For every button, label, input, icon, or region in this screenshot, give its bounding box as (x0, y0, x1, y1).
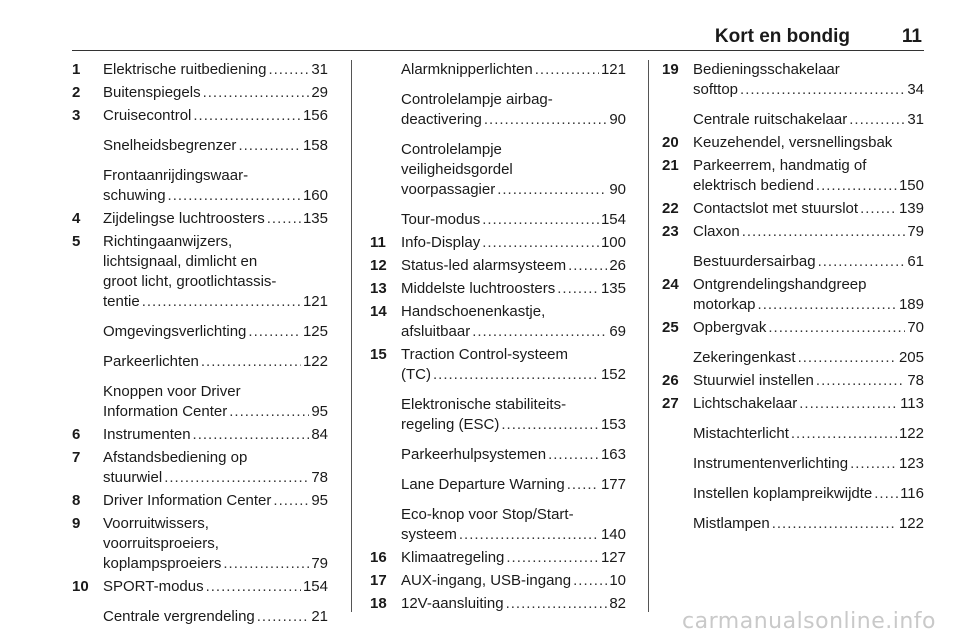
dot-leader (484, 110, 607, 130)
page-reference: 78 (311, 469, 328, 486)
index-entry (370, 140, 626, 200)
dot-leader (267, 209, 301, 229)
item-number: 8 (72, 492, 81, 509)
dot-leader (816, 176, 897, 196)
page-reference: 158 (302, 137, 328, 154)
entry-label: Alarmknipperlichten (401, 61, 533, 78)
index-entry (370, 345, 626, 385)
index-entry (370, 60, 626, 80)
entry-label: SPORT-modus (103, 578, 204, 595)
entry-label: Omgevingsverlichting (103, 323, 247, 340)
item-number: 23 (662, 223, 679, 240)
page-reference: 127 (600, 549, 626, 566)
dot-leader (860, 199, 897, 219)
entry-label: Stuurwiel instellen (693, 372, 814, 389)
index-entry (662, 252, 924, 272)
entry-label: Klimaatregeling (401, 549, 505, 566)
entry-label: Status-led alarmsysteem (401, 257, 567, 274)
index-column-2 (370, 60, 626, 617)
item-number: 2 (72, 84, 81, 101)
page-reference: 150 (898, 177, 924, 194)
page-reference: 189 (898, 296, 924, 313)
item-number: 17 (370, 572, 387, 589)
dot-leader (568, 256, 607, 276)
page-reference: 135 (302, 210, 328, 227)
entry-label: Lichtschakelaar (693, 395, 798, 412)
page-reference: 82 (609, 595, 626, 612)
index-entry (370, 256, 626, 276)
item-number: 7 (72, 449, 81, 466)
index-entry (662, 110, 924, 130)
page-reference: 90 (609, 111, 626, 128)
entry-label: Parkeerlichten (103, 353, 199, 370)
dot-leader (506, 594, 608, 614)
entry-label: voorruitsproeiers, (103, 535, 219, 552)
item-number: 27 (662, 395, 679, 412)
page-reference: 21 (311, 608, 328, 625)
entry-label: Opbergvak (693, 319, 767, 336)
entry-label: Centrale vergrendeling (103, 608, 255, 625)
page-reference: 79 (907, 223, 924, 240)
page-reference: 10 (609, 572, 626, 589)
entry-label: Controlelampje airbag- (401, 91, 553, 108)
page-reference: 154 (600, 211, 626, 228)
section-title: Kort en bondig (714, 26, 850, 47)
index-entry (662, 275, 924, 315)
dot-leader (501, 415, 599, 435)
item-number: 3 (72, 107, 81, 124)
entry-label: Parkeerhulpsystemen (401, 446, 547, 463)
index-entry (370, 395, 626, 435)
entry-label: Buitenspiegels (103, 84, 201, 101)
page-reference: 121 (302, 293, 328, 310)
index-entry (72, 382, 328, 422)
page-reference: 95 (311, 403, 328, 420)
item-number: 22 (662, 200, 679, 217)
entry-label: tentie (103, 293, 140, 310)
item-number: 16 (370, 549, 387, 566)
entry-label: systeem (401, 526, 457, 543)
dot-leader (567, 475, 599, 495)
entry-label: Mistlampen (693, 515, 770, 532)
item-number: 20 (662, 134, 679, 151)
entry-label: regeling (ESC) (401, 416, 500, 433)
entry-label: Instrumenten (103, 426, 191, 443)
item-number: 4 (72, 210, 81, 227)
page-reference: 122 (898, 515, 924, 532)
dot-leader (482, 210, 599, 230)
entry-label: Elektrische ruitbediening (103, 61, 267, 78)
page-reference: 70 (907, 319, 924, 336)
page-reference: 61 (907, 253, 924, 270)
entry-label: Traction Control-systeem (401, 346, 568, 363)
index-entry (662, 424, 924, 444)
entry-label: Cruisecontrol (103, 107, 192, 124)
entry-label: Bestuurdersairbag (693, 253, 816, 270)
page-reference: 123 (898, 455, 924, 472)
dot-leader (798, 348, 897, 368)
page-number: 11 (901, 26, 922, 47)
index-entry (72, 209, 328, 229)
dot-leader (740, 80, 905, 100)
index-entry (370, 571, 626, 591)
entry-label: Information Center (103, 403, 228, 420)
index-entry (662, 199, 924, 219)
page-reference: 125 (302, 323, 328, 340)
page-reference: 152 (600, 366, 626, 383)
page-reference: 69 (609, 323, 626, 340)
page-reference: 31 (907, 111, 924, 128)
index-entry (370, 279, 626, 299)
dot-leader (535, 60, 599, 80)
index-entry (370, 475, 626, 495)
entry-label: schuwing (103, 187, 166, 204)
index-entry (370, 548, 626, 568)
item-number: 6 (72, 426, 81, 443)
dot-leader (273, 491, 309, 511)
entry-label: (TC) (401, 366, 431, 383)
page-reference: 156 (302, 107, 328, 124)
entry-label: voorpassagier (401, 181, 496, 198)
entry-label: groot licht, grootlichtassis- (103, 273, 277, 290)
entry-label: deactivering (401, 111, 482, 128)
index-entry (662, 156, 924, 196)
entry-label: Claxon (693, 223, 740, 240)
item-number: 26 (662, 372, 679, 389)
index-entry (72, 106, 328, 126)
index-entry (72, 425, 328, 445)
index-entry (662, 348, 924, 368)
index-entry (370, 233, 626, 253)
dot-leader (874, 484, 898, 504)
entry-label: Keuzehendel, versnellingsbak (693, 134, 893, 151)
dot-leader (497, 180, 607, 200)
entry-label: lichtsignaal, dimlicht en (103, 253, 258, 270)
dot-leader (506, 548, 599, 568)
dot-leader (168, 186, 301, 206)
entry-label: Ontgrendelingshandgreep (693, 276, 867, 293)
dot-leader (816, 371, 905, 391)
item-number: 10 (72, 578, 89, 595)
index-column-1 (72, 60, 328, 630)
entry-label: afsluitbaar (401, 323, 471, 340)
entry-label: Zijdelingse luchtroosters (103, 210, 265, 227)
page-reference: 90 (609, 181, 626, 198)
index-entry (662, 484, 924, 504)
item-number: 18 (370, 595, 387, 612)
dot-leader (849, 110, 905, 130)
item-number: 19 (662, 61, 679, 78)
index-entry (72, 322, 328, 342)
index-entry (662, 318, 924, 338)
page-reference: 135 (600, 280, 626, 297)
index-entry (72, 136, 328, 156)
page-reference: 160 (302, 187, 328, 204)
index-column-3 (662, 60, 924, 537)
dot-leader (433, 365, 599, 385)
entry-label: Frontaanrijdingswaar- (103, 167, 249, 184)
item-number: 12 (370, 257, 387, 274)
index-entry (662, 514, 924, 534)
dot-leader (548, 445, 599, 465)
page-reference: 163 (600, 446, 626, 463)
index-entry (662, 454, 924, 474)
index-entry (72, 83, 328, 103)
page-reference: 205 (898, 349, 924, 366)
page-reference: 100 (600, 234, 626, 251)
item-number: 24 (662, 276, 679, 293)
item-number: 9 (72, 515, 81, 532)
dot-leader (164, 468, 309, 488)
entry-label: Controlelampje (401, 141, 502, 158)
dot-leader (758, 295, 897, 315)
index-entry (370, 594, 626, 614)
entry-label: Afstandsbediening op (103, 449, 248, 466)
entry-label: Snelheidsbegrenzer (103, 137, 237, 154)
page-reference: 122 (302, 353, 328, 370)
index-entry (662, 222, 924, 242)
entry-label: Tour-modus (401, 211, 481, 228)
index-entry (72, 232, 328, 312)
item-number: 15 (370, 346, 387, 363)
index-entry (72, 448, 328, 488)
dot-leader (268, 60, 309, 80)
index-entry (72, 491, 328, 511)
item-number: 25 (662, 319, 679, 336)
entry-label: Centrale ruitschakelaar (693, 111, 848, 128)
dot-leader (142, 292, 301, 312)
index-entry (370, 505, 626, 545)
item-number: 13 (370, 280, 387, 297)
entry-label: Elektronische stabiliteits- (401, 396, 567, 413)
dot-leader (768, 318, 905, 338)
page-reference: 34 (907, 81, 924, 98)
index-entry (662, 60, 924, 100)
index-entry (370, 90, 626, 130)
dot-leader (472, 322, 607, 342)
entry-label: Richtingaanwijzers, (103, 233, 233, 250)
dot-leader (193, 425, 310, 445)
index-entry (662, 133, 924, 153)
index-entry (370, 302, 626, 342)
entry-label: Voorruitwissers, (103, 515, 209, 532)
index-entry (72, 607, 328, 627)
page-reference: 139 (898, 200, 924, 217)
entry-label: 12V-aansluiting (401, 595, 504, 612)
entry-label: stuurwiel (103, 469, 163, 486)
page-reference: 84 (311, 426, 328, 443)
page-reference: 140 (600, 526, 626, 543)
entry-label: Contactslot met stuurslot (693, 200, 859, 217)
column-divider (351, 60, 352, 612)
dot-leader (257, 607, 310, 627)
column-divider (648, 60, 649, 612)
entry-label: softtop (693, 81, 739, 98)
dot-leader (223, 554, 309, 574)
index-entry (370, 210, 626, 230)
item-number: 21 (662, 157, 679, 174)
dot-leader (203, 83, 310, 103)
index-entry (662, 371, 924, 391)
page-reference: 26 (609, 257, 626, 274)
entry-label: Parkeerrem, handmatig of (693, 157, 867, 174)
watermark: carmanualsonline.info (682, 609, 936, 634)
dot-leader (459, 525, 599, 545)
dot-leader (482, 233, 599, 253)
index-entry (72, 577, 328, 597)
index-entry (72, 514, 328, 574)
entry-label: veiligheidsgordel (401, 161, 513, 178)
entry-label: Bedieningsschakelaar (693, 61, 840, 78)
page-reference: 79 (311, 555, 328, 572)
index-entry (72, 352, 328, 372)
dot-leader (206, 577, 301, 597)
page-reference: 113 (900, 395, 924, 412)
entry-label: Middelste luchtroosters (401, 280, 556, 297)
page-header (72, 26, 924, 51)
dot-leader (573, 571, 607, 591)
entry-label: Mistachterlicht (693, 425, 789, 442)
entry-label: motorkap (693, 296, 756, 313)
page-reference: 31 (311, 61, 328, 78)
page-reference: 177 (600, 476, 626, 493)
page-reference: 122 (898, 425, 924, 442)
index-entry (662, 394, 924, 414)
page-reference: 153 (600, 416, 626, 433)
dot-leader (201, 352, 301, 372)
dot-leader (248, 322, 301, 342)
item-number: 1 (72, 61, 81, 78)
page-reference: 154 (302, 578, 328, 595)
entry-label: Lane Departure Warning (401, 476, 565, 493)
dot-leader (193, 106, 301, 126)
item-number: 11 (370, 234, 386, 251)
dot-leader (850, 454, 897, 474)
entry-label: koplampsproeiers (103, 555, 222, 572)
entry-label: Driver Information Center (103, 492, 272, 509)
item-number: 5 (72, 233, 81, 250)
item-number: 14 (370, 303, 387, 320)
page-reference: 78 (907, 372, 924, 389)
entry-label: Knoppen voor Driver (103, 383, 241, 400)
dot-leader (557, 279, 599, 299)
entry-label: Eco-knop voor Stop/Start- (401, 506, 574, 523)
dot-leader (818, 252, 906, 272)
page-reference: 29 (311, 84, 328, 101)
page-reference: 95 (311, 492, 328, 509)
index-entry (72, 166, 328, 206)
entry-label: AUX-ingang, USB-ingang (401, 572, 572, 589)
dot-leader (238, 136, 301, 156)
dot-leader (742, 222, 906, 242)
dot-leader (799, 394, 898, 414)
index-entry (370, 445, 626, 465)
index-entry (72, 60, 328, 80)
dot-leader (229, 402, 309, 422)
entry-label: Info-Display (401, 234, 481, 251)
dot-leader (772, 514, 897, 534)
page-reference: 116 (900, 485, 924, 502)
dot-leader (791, 424, 897, 444)
entry-label: Zekeringenkast (693, 349, 796, 366)
entry-label: Handschoenenkastje, (401, 303, 546, 320)
page-reference: 121 (600, 61, 626, 78)
entry-label: Instrumentenverlichting (693, 455, 849, 472)
entry-label: elektrisch bediend (693, 177, 814, 194)
entry-label: Instellen koplampreikwijdte (693, 485, 873, 502)
